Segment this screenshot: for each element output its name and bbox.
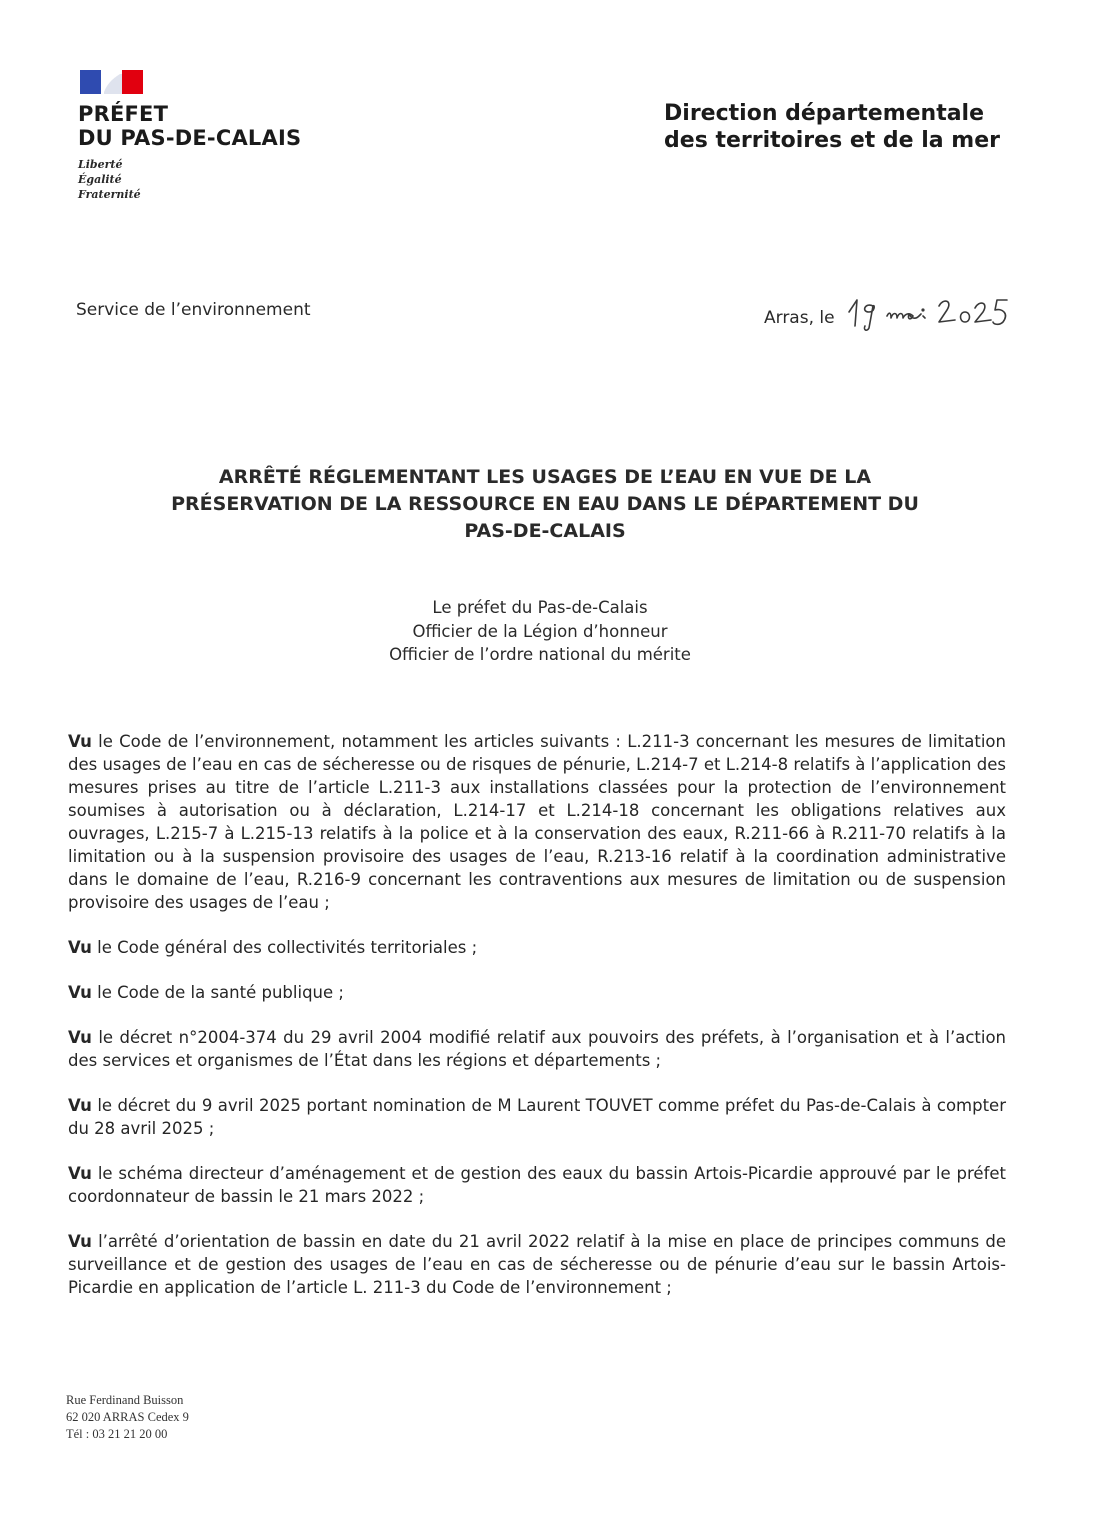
prefect-line-3: Officier de l’ordre national du mérite [389, 645, 691, 664]
visa-text: le Code général des collectivités territoriales ; [91, 938, 478, 957]
prefect-block [200, 596, 880, 667]
visas-list [68, 730, 1006, 1321]
visa-paragraph [68, 936, 1006, 959]
footer-street: Rue Ferdinand Buisson [66, 1393, 184, 1407]
footer-city: 62 020 ARRAS Cedex 9 [66, 1410, 189, 1424]
service-label: Service de l’environnement [76, 300, 311, 320]
visa-lead: Vu [68, 938, 92, 957]
visa-lead: Vu [68, 1232, 92, 1251]
decree-title [90, 464, 1000, 545]
motto-egalite: Égalité [78, 173, 122, 186]
title-line-1: ARRÊTÉ RÉGLEMENTANT LES USAGES DE L’EAU EN VUE DE LA [218, 466, 872, 488]
footer-address [66, 1392, 189, 1443]
visa-paragraph [68, 1230, 1006, 1299]
handwritten-date [843, 290, 1013, 334]
motto-liberte: Liberté [78, 158, 123, 171]
visa-paragraph [68, 730, 1006, 914]
direction-heading [664, 100, 1000, 154]
prefect-line-1: Le préfet du Pas-de-Calais [432, 598, 648, 617]
visa-text: l’arrêté d’orientation de bassin en date du 21 avril 2022 relatif à la mise en place de principes communs de surveillance et de gestion des usages de l’eau en cas de sécheresse ou de pénurie d’eau sur le bassin Artois-Picardie en application de l’article L. 211-3 du Code de l’environnement ; [68, 1232, 1006, 1297]
title-line-2: PRÉSERVATION DE LA RESSOURCE EN EAU DANS LE DÉPARTEMENT DU [171, 493, 919, 515]
direction-line-2: des territoires et de la mer [664, 128, 1000, 153]
direction-line-1: Direction départementale [664, 101, 985, 126]
visa-text: le décret n°2004-374 du 29 avril 2004 modifié relatif aux pouvoirs des préfets, à l’organisation et à l’action des services et organismes de l’État dans les régions et départements ; [68, 1028, 1006, 1070]
marianne-flag-logo [80, 70, 143, 94]
date-prefix: Arras, le [764, 308, 835, 328]
prefect-line-2: Officier de la Légion d’honneur [412, 621, 668, 641]
prefet-line-2: DU PAS-DE-CALAIS [78, 126, 302, 150]
motto-fraternite: Fraternité [78, 188, 141, 201]
visa-text: le Code de la santé publique ; [91, 983, 344, 1002]
title-line-3: PAS-DE-CALAIS [464, 520, 626, 542]
visa-lead: Vu [68, 1028, 92, 1047]
visa-text: le Code de l’environnement, notamment les articles suivants : L.211-3 concernant les mesures de limitation des usages de l’eau en cas de sécheresse ou de risques de pénurie, L.214-7 et L.214-8 relatifs à l’application des mesures prises au titre de l’article L.211-3 aux installations classées pour la protection de l’environnement soumises à autorisation ou à déclaration, L.214-17 et L.214-18 concernant les obligations relatives aux ouvrages, L.215-7 à L.215-13 relatifs à la police et à la conservation des eaux, R.211-66 à R.211-70 relatifs à la limitation ou à la suspension provisoire des usages de l’eau, R.213-16 relatif à la coordination administrative dans le domaine de l’eau, R.216-9 concernant les contraventions aux mesures de limitation ou de suspension provisoire des usages de l’eau ; [68, 732, 1006, 912]
visa-text: le décret du 9 avril 2025 portant nomination de M Laurent TOUVET comme préfet du Pas-de-Calais à compter du 28 avril 2025 ; [68, 1096, 1006, 1138]
visa-paragraph [68, 981, 1006, 1004]
visa-paragraph [68, 1162, 1006, 1208]
visa-lead: Vu [68, 983, 92, 1002]
visa-lead: Vu [68, 1164, 92, 1183]
visa-paragraph [68, 1094, 1006, 1140]
prefet-line-1: PRÉFET [78, 102, 169, 126]
footer-phone: Tél : 03 21 21 20 00 [66, 1427, 168, 1441]
visa-lead: Vu [68, 1096, 92, 1115]
prefet-block [78, 102, 301, 202]
republic-motto [78, 157, 301, 202]
visa-lead: Vu [68, 732, 92, 751]
visa-text: le schéma directeur d’aménagement et de gestion des eaux du bassin Artois-Picardie approuvé par le préfet coordonnateur de bassin le 21 mars 2022 ; [68, 1164, 1006, 1206]
visa-paragraph [68, 1026, 1006, 1072]
date-line [764, 294, 1013, 334]
